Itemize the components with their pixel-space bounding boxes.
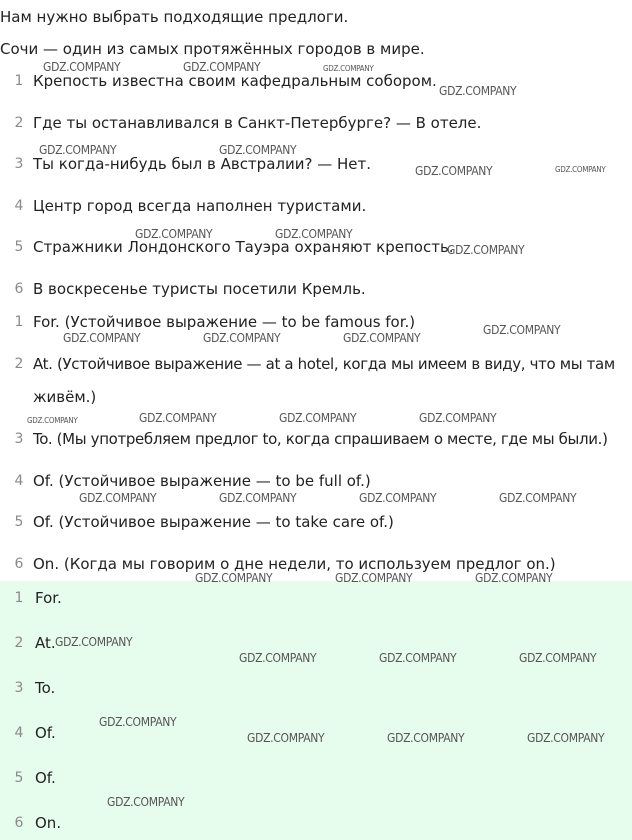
sentence-row — [0, 195, 632, 217]
sentence-text: В воскресенье туристы посетили Кремль. — [33, 280, 366, 298]
watermark: GDZ.COMPANY — [107, 795, 185, 809]
watermark: GDZ.COMPANY — [335, 571, 413, 585]
watermark: GDZ.COMPANY — [183, 60, 261, 74]
answer-row — [0, 767, 632, 789]
item-number: 4 — [14, 725, 24, 741]
watermark: GDZ.COMPANY — [55, 635, 133, 649]
sentence-text: Где ты останавливался в Санкт-Петербурге? — В отеле. — [33, 114, 482, 132]
watermark: GDZ.COMPANY — [439, 84, 517, 98]
watermark: GDZ.COMPANY — [279, 411, 357, 425]
item-number: 3 — [14, 431, 24, 447]
answer-text: To. — [35, 679, 56, 697]
explanation-row — [0, 511, 632, 533]
item-number: 2 — [14, 356, 24, 372]
explanation-text: Of. (Устойчивое выражение — to be full of.) — [33, 472, 371, 490]
sentence-text: Центр город всегда наполнен туристами. — [33, 197, 367, 215]
watermark: GDZ.COMPANY — [475, 571, 553, 585]
item-number: 5 — [14, 770, 24, 786]
watermark: GDZ.COMPANY — [219, 491, 297, 505]
sentence-text: Крепость известна своим кафедральным собором. — [33, 72, 437, 90]
watermark: GDZ.COMPANY — [415, 164, 493, 178]
watermark: GDZ.COMPANY — [519, 651, 597, 665]
watermark: GDZ.COMPANY — [379, 651, 457, 665]
answer-text: On. — [35, 814, 62, 832]
answer-text: Of. — [35, 724, 56, 742]
watermark: GDZ.COMPANY — [323, 64, 374, 73]
item-number: 1 — [14, 590, 24, 606]
item-number: 2 — [14, 115, 24, 131]
item-number: 4 — [14, 198, 24, 214]
watermark: GDZ.COMPANY — [447, 243, 525, 257]
watermark: GDZ.COMPANY — [135, 227, 213, 241]
item-number: 4 — [14, 473, 24, 489]
watermark: GDZ.COMPANY — [203, 331, 281, 345]
item-number: 5 — [14, 514, 24, 530]
explanation-row — [0, 428, 632, 450]
item-number: 3 — [14, 156, 24, 172]
watermark: GDZ.COMPANY — [555, 165, 606, 174]
item-number: 6 — [14, 556, 24, 572]
explanation-text: At. (Устойчивое выражение — at a hotel, когда мы имеем в виду, что мы там — [33, 355, 615, 373]
watermark: GDZ.COMPANY — [99, 715, 177, 729]
item-number: 6 — [14, 281, 24, 297]
item-number: 5 — [14, 239, 24, 255]
answer-text: At. — [35, 634, 56, 652]
explanation-text: On. (Когда мы говорим о дне недели, то используем предлог on.) — [33, 555, 556, 573]
explanation-text: For. (Устойчивое выражение — to be famous for.) — [33, 313, 416, 331]
answers-block — [0, 581, 632, 840]
watermark: GDZ.COMPANY — [275, 227, 353, 241]
watermark: GDZ.COMPANY — [387, 731, 465, 745]
item-number: 1 — [14, 73, 24, 89]
watermark: GDZ.COMPANY — [63, 331, 141, 345]
explanation-row — [0, 470, 632, 492]
answer-row — [0, 812, 632, 834]
watermark: GDZ.COMPANY — [39, 143, 117, 157]
item-number: 3 — [14, 680, 24, 696]
watermark: GDZ.COMPANY — [499, 491, 577, 505]
answer-text: For. — [35, 589, 62, 607]
answer-row — [0, 587, 632, 609]
explanation-text: Of. (Устойчивое выражение — to take care of.) — [33, 513, 394, 531]
watermark: GDZ.COMPANY — [139, 411, 217, 425]
watermark: GDZ.COMPANY — [343, 331, 421, 345]
watermark: GDZ.COMPANY — [27, 416, 78, 425]
watermark: GDZ.COMPANY — [43, 60, 121, 74]
watermark: GDZ.COMPANY — [239, 651, 317, 665]
explanation-row — [0, 353, 632, 375]
sentence-row — [0, 112, 632, 134]
watermark: GDZ.COMPANY — [483, 323, 561, 337]
explanation-text: To. (Мы употребляем предлог to, когда спрашиваем о месте, где мы были.) — [33, 430, 608, 448]
answer-row — [0, 677, 632, 699]
watermark: GDZ.COMPANY — [79, 491, 157, 505]
answer-text: Of. — [35, 769, 56, 787]
sentence-text: Стражники Лондонского Тауэра охраняют крепость. — [33, 238, 454, 256]
intro-line-2: Сочи — один из самых протяжённых городов в мире. — [0, 40, 425, 58]
watermark: GDZ.COMPANY — [419, 411, 497, 425]
watermark: GDZ.COMPANY — [527, 731, 605, 745]
sentence-text: Ты когда-нибудь был в Австралии? — Нет. — [33, 155, 371, 173]
intro-line-1: Нам нужно выбрать подходящие предлоги. — [0, 8, 349, 26]
watermark: GDZ.COMPANY — [359, 491, 437, 505]
watermark: GDZ.COMPANY — [195, 571, 273, 585]
item-number: 6 — [14, 815, 24, 831]
explanation-text-continued: живём.) — [33, 388, 97, 406]
watermark: GDZ.COMPANY — [219, 143, 297, 157]
sentence-row — [0, 278, 632, 300]
watermark: GDZ.COMPANY — [247, 731, 325, 745]
item-number: 1 — [14, 314, 24, 330]
item-number: 2 — [14, 635, 24, 651]
